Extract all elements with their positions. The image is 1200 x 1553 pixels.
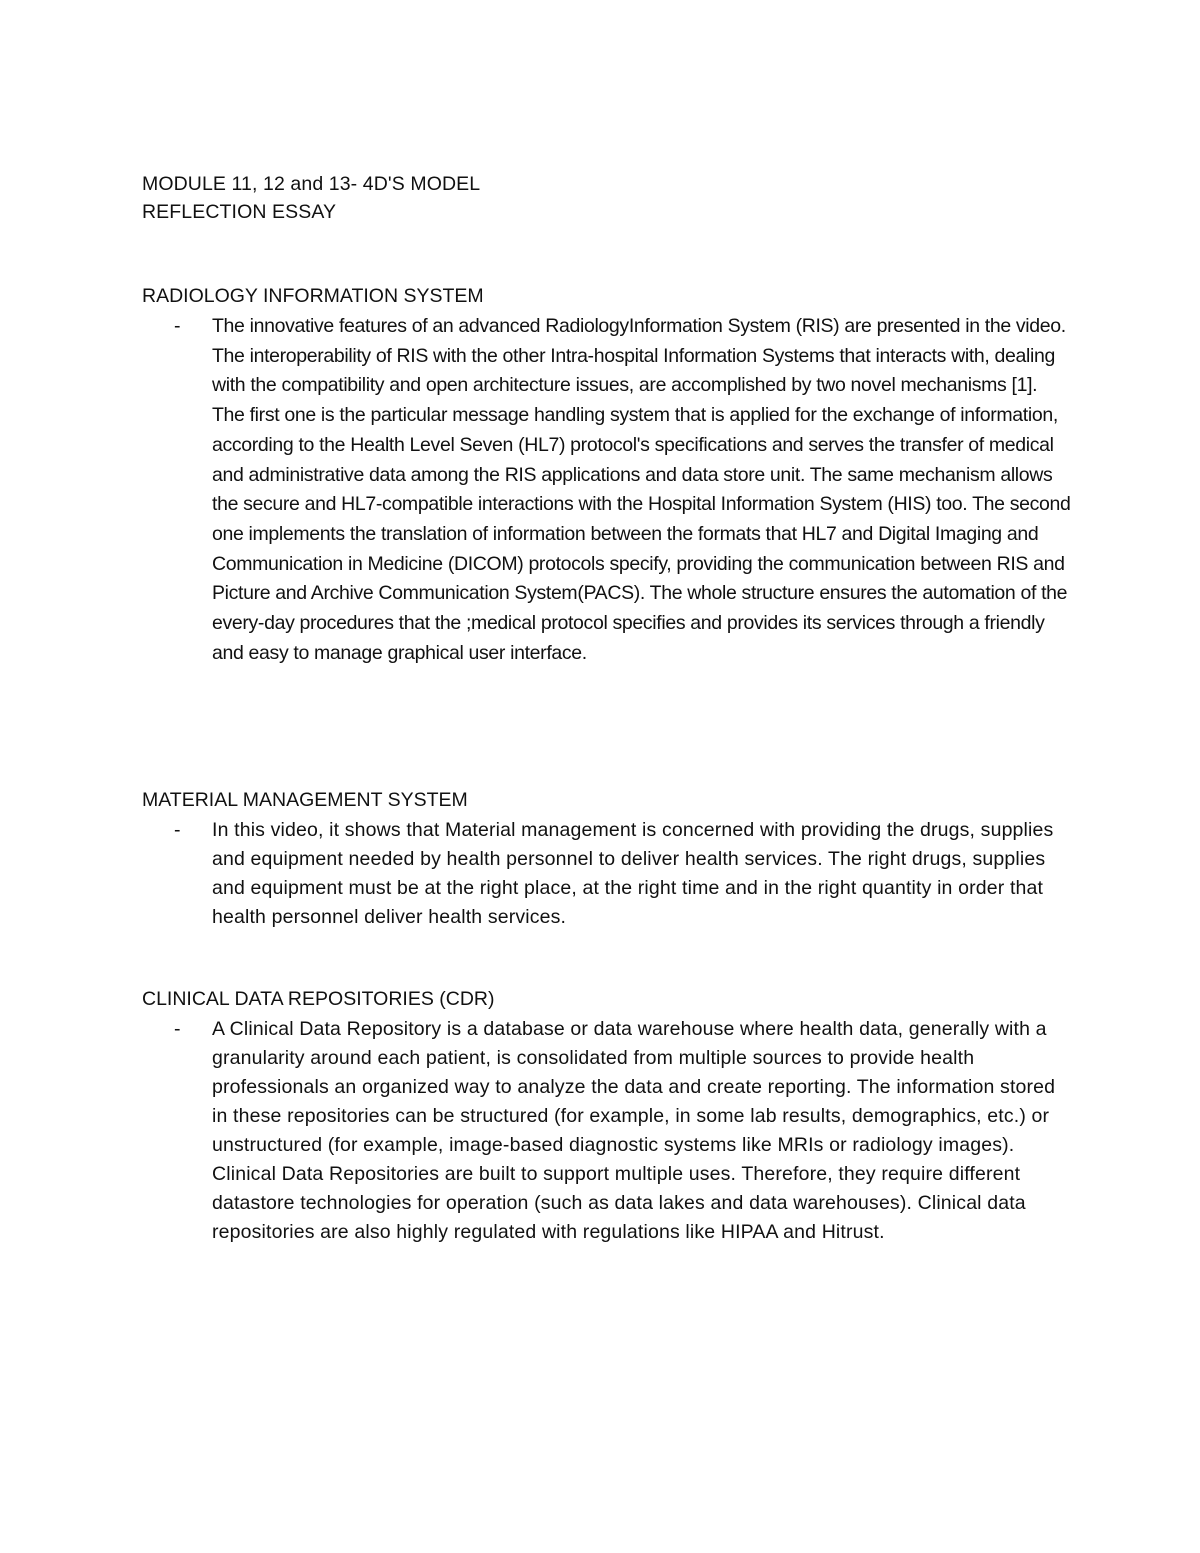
section-radiology-information-system	[142, 282, 1072, 668]
paragraph-text: The innovative features of an advanced RadiologyInformation System (RIS) are presented in the video. The interoperability of RIS with the other Intra-hospital Information Systems that interacts with, dealing with the compatibility and open architecture issues, are accomplished by two novel mechanisms [1]. The first one is the particular message handling system that is applied for the exchange of information, according to the Health Level Seven (HL7) protocol's specifications and serves the transfer of medical and administrative data among the RIS applications and data store unit. The same mechanism allows the secure and HL7-compatible interactions with the Hospital Information System (HIS) too. The second one implements the translation of information between the formats that HL7 and Digital Imaging and Communication in Medicine (DICOM) protocols specify, providing the communication between RIS and Picture and Archive Communication System(PACS). The whole structure ensures the automation of the every-day procedures that the ;medical protocol specifies and provides its services through a friendly and easy to manage graphical user interface.	[212, 315, 1071, 664]
list-item	[142, 1015, 1072, 1247]
bullet-marker: -	[174, 1018, 181, 1040]
module-title: MODULE 11, 12 and 13- 4D'S MODEL	[142, 173, 481, 195]
document-header	[142, 170, 480, 226]
bullet-marker: -	[174, 315, 181, 337]
section-clinical-data-repositories	[142, 985, 1072, 1247]
list-item	[142, 312, 1072, 668]
bullet-marker: -	[174, 819, 181, 841]
section-heading: MATERIAL MANAGEMENT SYSTEM	[142, 789, 468, 811]
section-material-management-system	[142, 786, 1072, 932]
list-item	[142, 816, 1072, 932]
paragraph-text: In this video, it shows that Material management is concerned with providing the drugs, supplies and equipment needed by health personnel to deliver health services. The right drugs, supplies and equipment must be at the right place, at the right time and in the right quantity in order that health personnel deliver health services.	[212, 819, 1054, 928]
paragraph-text: A Clinical Data Repository is a database or data warehouse where health data, generally with a granularity around each patient, is consolidated from multiple sources to provide health professionals an organized way to analyze the data and create reporting. The information stored in these repositories can be structured (for example, in some lab results, demographics, etc.) or unstructured (for example, image-based diagnostic systems like MRIs or radiology images). Clinical Data Repositories are built to support multiple uses. Therefore, they require different datastore technologies for operation (such as data lakes and data warehouses). Clinical data repositories are also highly regulated with regulations like HIPAA and Hitrust.	[212, 1018, 1056, 1243]
essay-title: REFLECTION ESSAY	[142, 201, 337, 223]
section-heading: CLINICAL DATA REPOSITORIES (CDR)	[142, 988, 495, 1010]
section-heading: RADIOLOGY INFORMATION SYSTEM	[142, 285, 484, 307]
